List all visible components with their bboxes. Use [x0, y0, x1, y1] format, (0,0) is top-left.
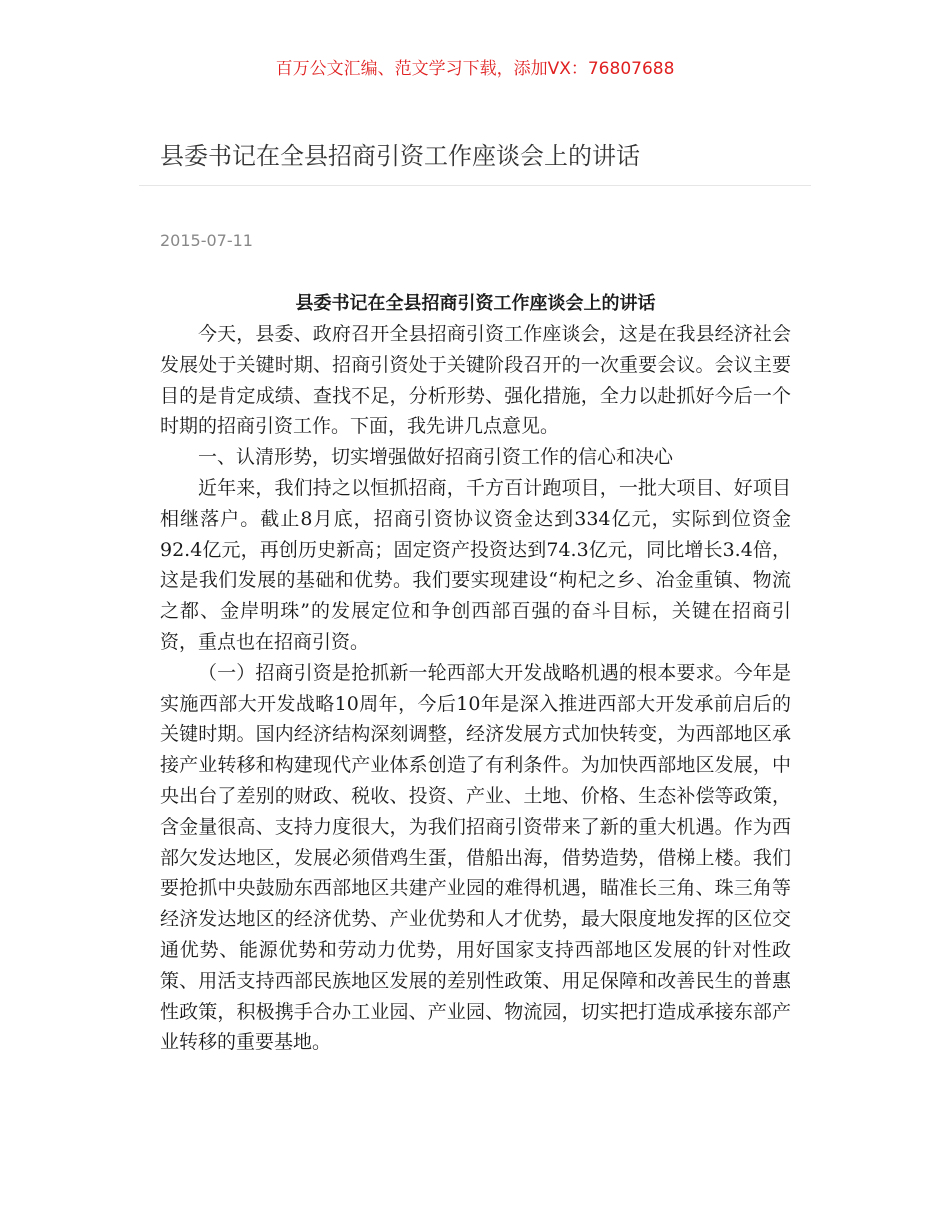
page-title: 县委书记在全县招商引资工作座谈会上的讲话	[160, 142, 640, 170]
article-paragraph: 今天，县委、政府召开全县招商引资工作座谈会，这是在我县经济社会发展处于关键时期、招商引资处于关键阶段召开的一次重要会议。会议主要目的是肯定成绩、查找不足，分析形势、强化措施，全力以赴抓好今后一个时期的招商引资工作。下面，我先讲几点意见。	[160, 323, 791, 438]
article-heading: 县委书记在全县招商引资工作座谈会上的讲话	[295, 293, 656, 314]
section-heading: 一、认清形势，切实增强做好招商引资工作的信心和决心	[198, 446, 674, 469]
article-paragraph: （一）招商引资是抢抓新一轮西部大开发战略机遇的根本要求。今年是实施西部大开发战略10周年，今后10年是深入推进西部大开发承前启后的关键时期。国内经济结构深刻调整，经济发展方式加快转变，为西部地区承接产业转移和构建现代产业体系创造了有利条件。为加快西部地区发展，中央出台了差别的财政、税收、投资、产业、土地、价格、生态补偿等政策，含金量很高、支持力度很大，为我们招商引资带来了新的重大机遇。作为西部欠发达地区，发展必须借鸡生蛋，借船出海，借势造势，借梯上楼。我们要抢抓中央鼓励东西部地区共建产业园的难得机遇，瞄准长三角、珠三角等经济发达地区的经济优势、产业优势和人才优势，最大限度地发挥的区位交通优势、能源优势和劳动力优势，用好国家支持西部地区发展的针对性政策、用活支持西部民族地区发展的差别性政策、用足保障和改善民生的普惠性政策，积极携手合办工业园、产业园、物流园，切实把打造成承接东部产业转移的重要基地。	[160, 661, 791, 1054]
article-body	[160, 288, 791, 1058]
title-divider	[139, 185, 811, 186]
article-paragraph: 近年来，我们持之以恒抓招商，千方百计跑项目，一批大项目、好项目相继落户。截止8月底，招商引资协议资金达到334亿元，实际到位资金92.4亿元，再创历史新高；固定资产投资达到74.3亿元，同比增长3.4倍，这是我们发展的基础和优势。我们要实现建设“枸杞之乡、冶金重镇、物流之都、金岸明珠”的发展定位和争创西部百强的奋斗目标，关键在招商引资，重点也在招商引资。	[160, 476, 791, 653]
promo-banner: 百万公文汇编、范文学习下载，添加VX：76807688	[275, 59, 675, 79]
publish-date: 2015-07-11	[160, 231, 253, 250]
